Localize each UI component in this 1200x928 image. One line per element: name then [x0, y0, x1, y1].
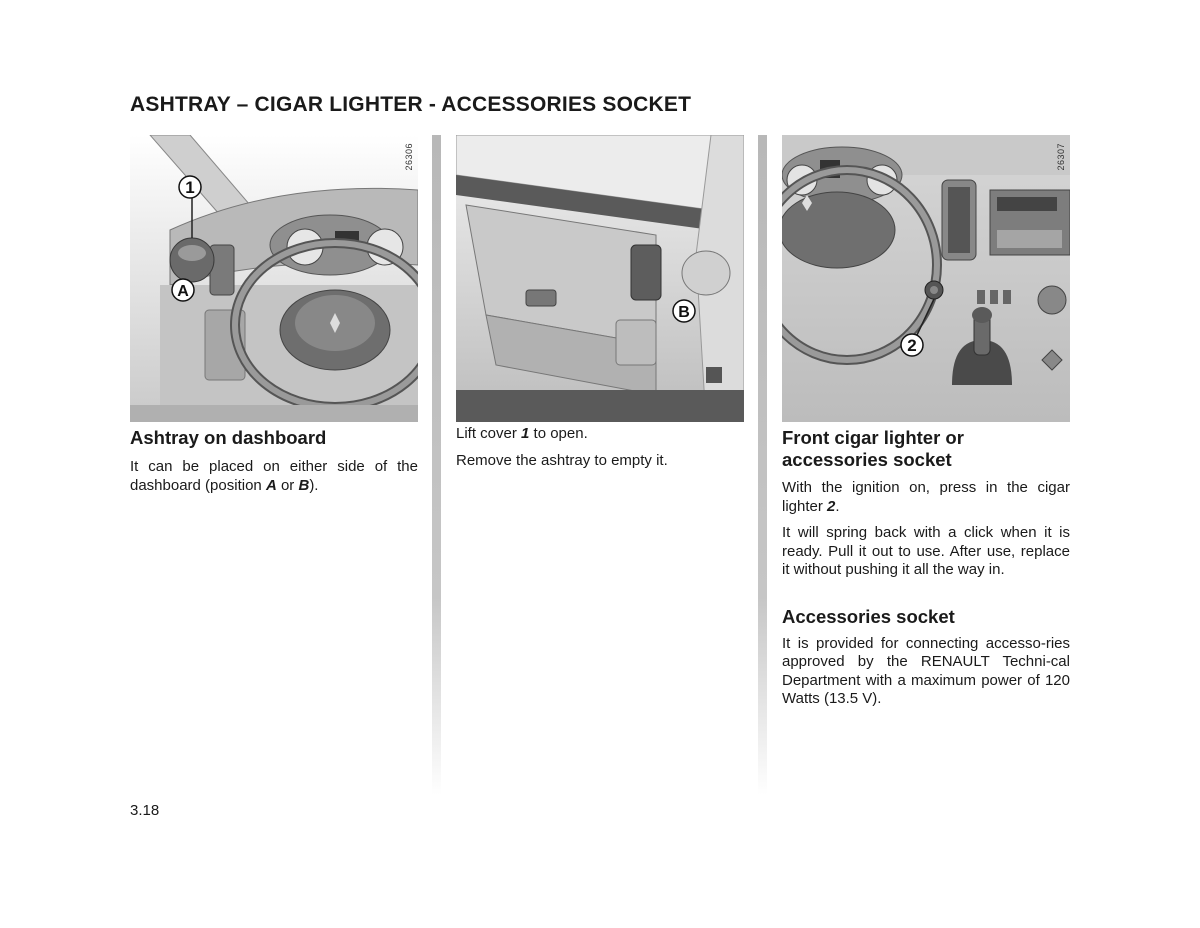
paragraph: Remove the ashtray to empty it. — [456, 451, 668, 469]
figure-id: 26307 — [1056, 143, 1066, 171]
callout-b: B — [678, 304, 690, 321]
paragraph: It will spring back with a click when it is ready. Pull it out to use. After use, replace it without pushing it all the way in. — [782, 524, 1070, 578]
column-divider — [758, 135, 767, 795]
callout-1: 1 — [185, 178, 195, 197]
callout-2: 2 — [907, 336, 917, 355]
dashboard-center-illustration — [782, 135, 1070, 422]
section-heading: Front cigar lighter or accessories socket — [782, 427, 964, 470]
column-ashtray-right — [456, 135, 744, 470]
paragraph: With the ignition on, press in the cigar lighter 2. — [782, 479, 1070, 515]
section-heading: Ashtray on dashboard — [130, 427, 327, 448]
column-ashtray-dashboard — [130, 135, 418, 495]
figure-id: 26306 — [404, 143, 414, 171]
column-divider — [432, 135, 441, 795]
callout-a: A — [177, 283, 189, 300]
paragraph: It can be placed on either side of the dashboard (position A or B). — [130, 458, 418, 494]
column-cigar-lighter — [782, 135, 1070, 709]
page-number: 3.18 — [130, 802, 160, 819]
dashboard-left-illustration — [130, 135, 418, 422]
dashboard-right-illustration — [456, 135, 744, 422]
paragraph: It is provided for connecting accesso-ries approved by the RENAULT Techni-cal Department with a maximum power of 120 Watts (13.5 V). — [782, 634, 1070, 707]
section-heading: Accessories socket — [782, 605, 955, 627]
page-title: ASHTRAY – CIGAR LIGHTER - ACCESSORIES SOCKET — [130, 93, 692, 116]
paragraph: Lift cover 1 to open. — [456, 425, 588, 442]
